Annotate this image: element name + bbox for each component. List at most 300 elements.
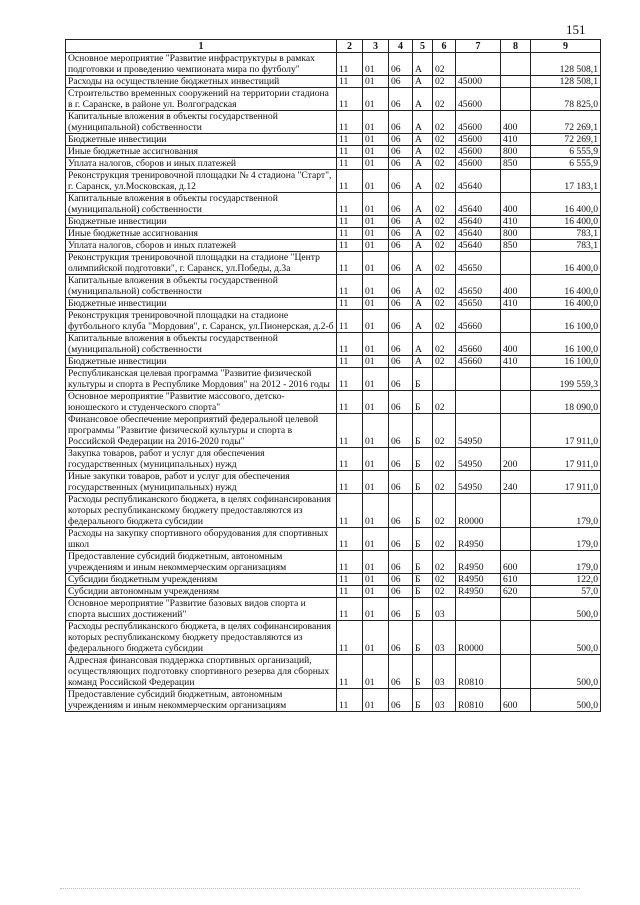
amount-cell: 16 400,0 [531, 252, 601, 275]
row-name-cell: Адресная финансовая поддержка спортивных организаций, осуществляющих подготовку спортивного резерва для сборных команд Российской Федерации [66, 655, 337, 689]
table-row [66, 333, 601, 356]
subprogram-code-cell: А [413, 170, 433, 193]
expense-type-code-cell: 800 [501, 146, 531, 158]
row-name-cell: Иные закупки товаров, работ и услуг для обеспечения государственных (муниципальных) нужд [66, 471, 337, 494]
row-name-cell: Основное мероприятие "Развитие инфраструктуры в рамках подготовки и проведению чемпионата мира по футболу" [66, 53, 337, 76]
target-item-code-cell: R4950 [456, 551, 501, 574]
subsection-code-cell: 01 [363, 574, 389, 586]
section-code-cell: 11 [337, 494, 363, 528]
activity-code-cell: 02 [433, 471, 456, 494]
row-name-cell: Бюджетные инвестиции [66, 298, 337, 310]
column-header: 8 [501, 40, 531, 53]
row-name-cell: Расходы на закупку спортивного оборудования для спортивных школ [66, 528, 337, 551]
subprogram-code-cell: А [413, 88, 433, 111]
subsection-code-cell: 01 [363, 275, 389, 298]
activity-code-cell: 02 [433, 356, 456, 368]
target-item-code-cell: 45650 [456, 252, 501, 275]
program-code-cell: 06 [389, 53, 413, 76]
activity-code-cell: 02 [433, 574, 456, 586]
activity-code-cell: 02 [433, 391, 456, 414]
subprogram-code-cell: Б [413, 689, 433, 712]
program-code-cell: 06 [389, 252, 413, 275]
table-row [66, 586, 601, 598]
activity-code-cell: 02 [433, 76, 456, 88]
program-code-cell: 06 [389, 586, 413, 598]
subprogram-code-cell: А [413, 146, 433, 158]
program-code-cell: 06 [389, 170, 413, 193]
table-row [66, 216, 601, 228]
program-code-cell: 06 [389, 216, 413, 228]
target-item-code-cell: 45660 [456, 310, 501, 333]
section-code-cell: 11 [337, 158, 363, 170]
section-code-cell: 11 [337, 76, 363, 88]
target-item-code-cell [456, 53, 501, 76]
program-code-cell: 06 [389, 310, 413, 333]
row-name-cell: Реконструкция тренировочной площадки № 4 стадиона "Старт", г. Саранск, ул.Московская, д.12 [66, 170, 337, 193]
activity-code-cell: 02 [433, 275, 456, 298]
subprogram-code-cell: Б [413, 391, 433, 414]
expense-type-code-cell: 400 [501, 111, 531, 134]
subsection-code-cell: 01 [363, 391, 389, 414]
expense-type-code-cell: 410 [501, 134, 531, 146]
row-name-cell: Расходы республиканского бюджета, в целях софинансирования которых республиканскому бюджету предоставляются из федерального бюджета субсидии [66, 494, 337, 528]
row-name-cell: Субсидии бюджетным учреждениям [66, 574, 337, 586]
row-name-cell: Расходы на осуществление бюджетных инвестиций [66, 76, 337, 88]
amount-cell: 16 400,0 [531, 216, 601, 228]
subsection-code-cell: 01 [363, 298, 389, 310]
target-item-code-cell: 45600 [456, 158, 501, 170]
expense-type-code-cell: 600 [501, 551, 531, 574]
subprogram-code-cell: А [413, 228, 433, 240]
expense-type-code-cell [501, 252, 531, 275]
subprogram-code-cell: А [413, 333, 433, 356]
activity-code-cell: 03 [433, 621, 456, 655]
amount-cell: 72 269,1 [531, 134, 601, 146]
activity-code-cell: 02 [433, 448, 456, 471]
subsection-code-cell: 01 [363, 551, 389, 574]
column-header: 2 [337, 40, 363, 53]
target-item-code-cell: 45600 [456, 88, 501, 111]
row-name-cell: Капитальные вложения в объекты государственной (муниципальной) собственности [66, 275, 337, 298]
amount-cell: 16 400,0 [531, 275, 601, 298]
section-code-cell: 11 [337, 193, 363, 216]
activity-code-cell: 02 [433, 146, 456, 158]
subprogram-code-cell: Б [413, 621, 433, 655]
subprogram-code-cell: А [413, 298, 433, 310]
table-row [66, 228, 601, 240]
section-code-cell: 11 [337, 448, 363, 471]
table-row [66, 494, 601, 528]
program-code-cell: 06 [389, 689, 413, 712]
table-row [66, 574, 601, 586]
activity-code-cell: 02 [433, 333, 456, 356]
activity-code-cell: 02 [433, 310, 456, 333]
program-code-cell: 06 [389, 111, 413, 134]
activity-code-cell: 03 [433, 689, 456, 712]
target-item-code-cell: 45650 [456, 275, 501, 298]
row-name-cell: Основное мероприятие "Развитие массового, детско-юношеского и студенческого спорта" [66, 391, 337, 414]
program-code-cell: 06 [389, 88, 413, 111]
expense-type-code-cell [501, 414, 531, 448]
target-item-code-cell: R0810 [456, 655, 501, 689]
subprogram-code-cell: Б [413, 574, 433, 586]
section-code-cell: 11 [337, 586, 363, 598]
column-header: 3 [363, 40, 389, 53]
expense-type-code-cell: 850 [501, 158, 531, 170]
expense-type-code-cell [501, 310, 531, 333]
table-row [66, 689, 601, 712]
subsection-code-cell: 01 [363, 598, 389, 621]
expense-type-code-cell [501, 76, 531, 88]
activity-code-cell: 02 [433, 298, 456, 310]
program-code-cell: 06 [389, 391, 413, 414]
expense-type-code-cell: 410 [501, 216, 531, 228]
table-row [66, 134, 601, 146]
subprogram-code-cell: А [413, 310, 433, 333]
amount-cell: 179,0 [531, 528, 601, 551]
target-item-code-cell: 45660 [456, 356, 501, 368]
expense-type-code-cell [501, 368, 531, 391]
section-code-cell: 11 [337, 88, 363, 111]
activity-code-cell: 03 [433, 598, 456, 621]
activity-code-cell: 02 [433, 53, 456, 76]
subsection-code-cell: 01 [363, 252, 389, 275]
subprogram-code-cell: Б [413, 598, 433, 621]
program-code-cell: 06 [389, 146, 413, 158]
program-code-cell: 06 [389, 240, 413, 252]
table-row [66, 368, 601, 391]
row-name-cell: Капитальные вложения в объекты государственной (муниципальной) собственности [66, 333, 337, 356]
program-code-cell: 06 [389, 275, 413, 298]
section-code-cell: 11 [337, 134, 363, 146]
amount-cell: 500,0 [531, 655, 601, 689]
table-row [66, 193, 601, 216]
subsection-code-cell: 01 [363, 134, 389, 146]
subsection-code-cell: 01 [363, 494, 389, 528]
row-name-cell: Строительство временных сооружений на территории стадиона в г. Саранске, в районе ул. Волгоградская [66, 88, 337, 111]
target-item-code-cell [456, 391, 501, 414]
row-name-cell: Предоставление субсидий бюджетным, автономным учреждениям и иным некоммерческим организациям [66, 551, 337, 574]
amount-cell: 16 100,0 [531, 333, 601, 356]
column-header: 4 [389, 40, 413, 53]
expense-type-code-cell: 610 [501, 574, 531, 586]
subprogram-code-cell: Б [413, 368, 433, 391]
table-row [66, 275, 601, 298]
expense-type-code-cell: 240 [501, 471, 531, 494]
program-code-cell: 06 [389, 598, 413, 621]
section-code-cell: 11 [337, 111, 363, 134]
row-name-cell: Капитальные вложения в объекты государственной (муниципальной) собственности [66, 193, 337, 216]
activity-code-cell: 02 [433, 158, 456, 170]
subsection-code-cell: 01 [363, 310, 389, 333]
row-name-cell: Субсидии автономным учреждениям [66, 586, 337, 598]
subsection-code-cell: 01 [363, 356, 389, 368]
target-item-code-cell: R4950 [456, 574, 501, 586]
row-name-cell: Основное мероприятие "Развитие базовых видов спорта и спорта высших достижений" [66, 598, 337, 621]
activity-code-cell: 02 [433, 240, 456, 252]
section-code-cell: 11 [337, 621, 363, 655]
subprogram-code-cell: А [413, 111, 433, 134]
target-item-code-cell: R0000 [456, 621, 501, 655]
page-number: 151 [566, 22, 586, 37]
row-name-cell: Предоставление субсидий бюджетным, автономным учреждениям и иным некоммерческим организациям [66, 689, 337, 712]
program-code-cell: 06 [389, 333, 413, 356]
section-code-cell: 11 [337, 146, 363, 158]
table-row [66, 111, 601, 134]
target-item-code-cell [456, 598, 501, 621]
expense-type-code-cell: 200 [501, 448, 531, 471]
target-item-code-cell [456, 368, 501, 391]
section-code-cell: 11 [337, 414, 363, 448]
table-row [66, 298, 601, 310]
program-code-cell: 06 [389, 551, 413, 574]
section-code-cell: 11 [337, 170, 363, 193]
section-code-cell: 11 [337, 574, 363, 586]
target-item-code-cell: R4950 [456, 586, 501, 598]
subprogram-code-cell: А [413, 356, 433, 368]
expense-type-code-cell: 600 [501, 689, 531, 712]
table-row [66, 76, 601, 88]
amount-cell: 500,0 [531, 621, 601, 655]
table-row [66, 471, 601, 494]
section-code-cell: 11 [337, 252, 363, 275]
expense-type-code-cell: 400 [501, 333, 531, 356]
subsection-code-cell: 01 [363, 689, 389, 712]
subsection-code-cell: 01 [363, 193, 389, 216]
expense-type-code-cell: 410 [501, 298, 531, 310]
subsection-code-cell: 01 [363, 586, 389, 598]
subprogram-code-cell: Б [413, 448, 433, 471]
row-name-cell: Капитальные вложения в объекты государственной (муниципальной) собственности [66, 111, 337, 134]
activity-code-cell: 02 [433, 586, 456, 598]
amount-cell: 17 183,1 [531, 170, 601, 193]
subprogram-code-cell: А [413, 134, 433, 146]
table-row [66, 551, 601, 574]
target-item-code-cell: 45640 [456, 216, 501, 228]
table-row [66, 170, 601, 193]
subsection-code-cell: 01 [363, 53, 389, 76]
row-name-cell: Республиканская целевая программа "Развитие физической культуры и спорта в Республике Мордовия" на 2012 - 2016 годы [66, 368, 337, 391]
subprogram-code-cell: Б [413, 655, 433, 689]
subprogram-code-cell: А [413, 76, 433, 88]
table-row [66, 88, 601, 111]
amount-cell: 128 508,1 [531, 76, 601, 88]
table-body [66, 53, 601, 712]
row-name-cell: Расходы республиканского бюджета, в целях софинансирования которых республиканскому бюджету предоставляются из федерального бюджета субсидии [66, 621, 337, 655]
target-item-code-cell: R0810 [456, 689, 501, 712]
program-code-cell: 06 [389, 528, 413, 551]
target-item-code-cell: 45640 [456, 193, 501, 216]
subsection-code-cell: 01 [363, 146, 389, 158]
subsection-code-cell: 01 [363, 333, 389, 356]
subprogram-code-cell: А [413, 240, 433, 252]
amount-cell: 500,0 [531, 689, 601, 712]
section-code-cell: 11 [337, 528, 363, 551]
subprogram-code-cell: Б [413, 528, 433, 551]
scan-artifact [60, 888, 580, 889]
amount-cell: 179,0 [531, 551, 601, 574]
table-row [66, 448, 601, 471]
activity-code-cell: 02 [433, 170, 456, 193]
amount-cell: 72 269,1 [531, 111, 601, 134]
subsection-code-cell: 01 [363, 414, 389, 448]
activity-code-cell: 03 [433, 655, 456, 689]
row-name-cell: Иные бюджетные ассигнования [66, 146, 337, 158]
expense-type-code-cell: 620 [501, 586, 531, 598]
expense-type-code-cell [501, 53, 531, 76]
table-row [66, 414, 601, 448]
subprogram-code-cell: Б [413, 471, 433, 494]
program-code-cell: 06 [389, 298, 413, 310]
subprogram-code-cell: Б [413, 414, 433, 448]
column-header: 6 [433, 40, 456, 53]
target-item-code-cell: 54950 [456, 471, 501, 494]
table-row [66, 598, 601, 621]
amount-cell: 6 555,9 [531, 146, 601, 158]
subsection-code-cell: 01 [363, 528, 389, 551]
table-row [66, 146, 601, 158]
amount-cell: 16 100,0 [531, 310, 601, 333]
table-row [66, 158, 601, 170]
row-name-cell: Бюджетные инвестиции [66, 216, 337, 228]
amount-cell: 17 911,0 [531, 471, 601, 494]
activity-code-cell: 02 [433, 88, 456, 111]
section-code-cell: 11 [337, 368, 363, 391]
section-code-cell: 11 [337, 216, 363, 228]
subsection-code-cell: 01 [363, 170, 389, 193]
program-code-cell: 06 [389, 76, 413, 88]
table-row [66, 356, 601, 368]
section-code-cell: 11 [337, 655, 363, 689]
target-item-code-cell: 54950 [456, 414, 501, 448]
row-name-cell: Уплата налогов, сборов и иных платежей [66, 158, 337, 170]
target-item-code-cell: 45650 [456, 298, 501, 310]
expense-type-code-cell [501, 88, 531, 111]
amount-cell: 783,1 [531, 240, 601, 252]
section-code-cell: 11 [337, 333, 363, 356]
activity-code-cell: 02 [433, 528, 456, 551]
activity-code-cell: 02 [433, 228, 456, 240]
row-name-cell: Иные бюджетные ассигнования [66, 228, 337, 240]
section-code-cell: 11 [337, 228, 363, 240]
table-row [66, 240, 601, 252]
amount-cell: 500,0 [531, 598, 601, 621]
table-row [66, 528, 601, 551]
budget-table [65, 39, 601, 712]
activity-code-cell: 02 [433, 494, 456, 528]
expense-type-code-cell [501, 655, 531, 689]
expense-type-code-cell: 400 [501, 193, 531, 216]
program-code-cell: 06 [389, 193, 413, 216]
expense-type-code-cell [501, 528, 531, 551]
subsection-code-cell: 01 [363, 228, 389, 240]
amount-cell: 179,0 [531, 494, 601, 528]
amount-cell: 199 559,3 [531, 368, 601, 391]
section-code-cell: 11 [337, 551, 363, 574]
program-code-cell: 06 [389, 471, 413, 494]
expense-type-code-cell: 400 [501, 275, 531, 298]
target-item-code-cell: R0000 [456, 494, 501, 528]
subsection-code-cell: 01 [363, 240, 389, 252]
subprogram-code-cell: А [413, 53, 433, 76]
program-code-cell: 06 [389, 621, 413, 655]
subsection-code-cell: 01 [363, 158, 389, 170]
row-name-cell: Реконструкция тренировочной площадки на стадионе футбольного клуба "Мордовия", г. Саранск, ул.Пионерская, д.2-б [66, 310, 337, 333]
amount-cell: 122,0 [531, 574, 601, 586]
program-code-cell: 06 [389, 356, 413, 368]
section-code-cell: 11 [337, 298, 363, 310]
activity-code-cell: 02 [433, 193, 456, 216]
subsection-code-cell: 01 [363, 448, 389, 471]
target-item-code-cell: 45000 [456, 76, 501, 88]
row-name-cell: Уплата налогов, сборов и иных платежей [66, 240, 337, 252]
target-item-code-cell: 45600 [456, 111, 501, 134]
subsection-code-cell: 01 [363, 655, 389, 689]
section-code-cell: 11 [337, 310, 363, 333]
target-item-code-cell: 45600 [456, 134, 501, 146]
activity-code-cell: 02 [433, 111, 456, 134]
program-code-cell: 06 [389, 368, 413, 391]
program-code-cell: 06 [389, 414, 413, 448]
program-code-cell: 06 [389, 228, 413, 240]
header-row [66, 40, 601, 53]
column-header: 7 [456, 40, 501, 53]
expense-type-code-cell [501, 621, 531, 655]
activity-code-cell: 02 [433, 216, 456, 228]
target-item-code-cell: 45640 [456, 240, 501, 252]
section-code-cell: 11 [337, 471, 363, 494]
table-row [66, 53, 601, 76]
subprogram-code-cell: А [413, 252, 433, 275]
expense-type-code-cell [501, 494, 531, 528]
subprogram-code-cell: А [413, 193, 433, 216]
target-item-code-cell: 45640 [456, 170, 501, 193]
subsection-code-cell: 01 [363, 471, 389, 494]
activity-code-cell: 02 [433, 134, 456, 146]
subprogram-code-cell: Б [413, 586, 433, 598]
section-code-cell: 11 [337, 275, 363, 298]
amount-cell: 16 400,0 [531, 298, 601, 310]
subsection-code-cell: 01 [363, 76, 389, 88]
amount-cell: 16 400,0 [531, 193, 601, 216]
table-row [66, 310, 601, 333]
section-code-cell: 11 [337, 598, 363, 621]
target-item-code-cell: 45660 [456, 333, 501, 356]
expense-type-code-cell: 410 [501, 356, 531, 368]
target-item-code-cell: 45640 [456, 228, 501, 240]
subsection-code-cell: 01 [363, 111, 389, 134]
subsection-code-cell: 01 [363, 368, 389, 391]
program-code-cell: 06 [389, 448, 413, 471]
expense-type-code-cell [501, 170, 531, 193]
row-name-cell: Финансовое обеспечение мероприятий федеральной целевой программы "Развитие физической культуры и спорта в Российской Федерации на 2016-2020 годы" [66, 414, 337, 448]
amount-cell: 17 911,0 [531, 448, 601, 471]
activity-code-cell: 02 [433, 414, 456, 448]
table-row [66, 391, 601, 414]
section-code-cell: 11 [337, 391, 363, 414]
amount-cell: 128 508,1 [531, 53, 601, 76]
section-code-cell: 11 [337, 240, 363, 252]
target-item-code-cell: 54950 [456, 448, 501, 471]
column-header: 1 [66, 40, 337, 53]
column-header: 9 [531, 40, 601, 53]
subprogram-code-cell: А [413, 158, 433, 170]
row-name-cell: Бюджетные инвестиции [66, 356, 337, 368]
subsection-code-cell: 01 [363, 216, 389, 228]
program-code-cell: 06 [389, 158, 413, 170]
program-code-cell: 06 [389, 655, 413, 689]
row-name-cell: Закупка товаров, работ и услуг для обеспечения государственных (муниципальных) нужд [66, 448, 337, 471]
